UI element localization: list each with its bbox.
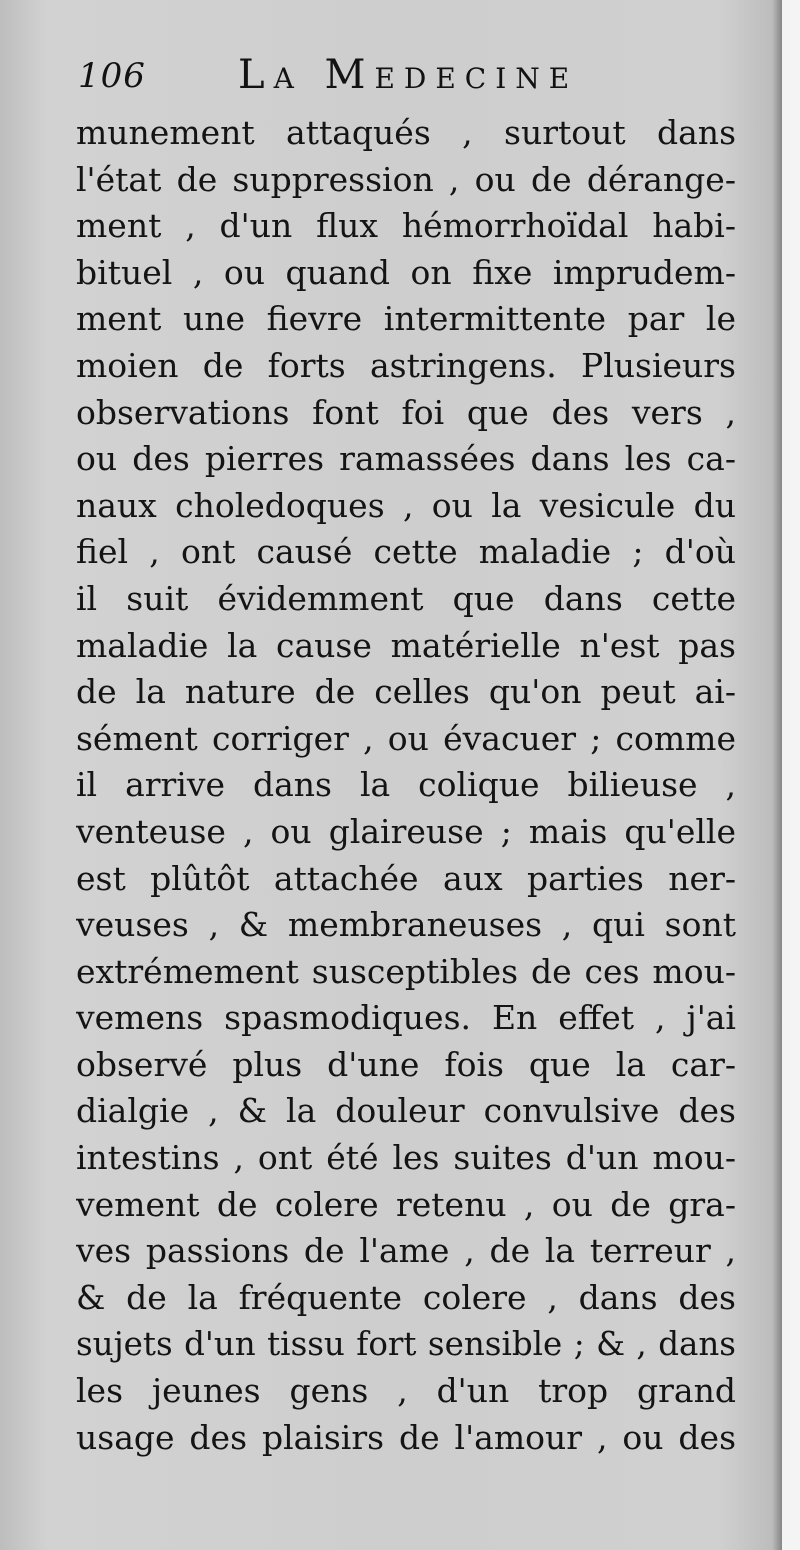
- text-line: est plûtôt attachée aux parties ner-: [76, 858, 736, 898]
- text-line: usage des plaisirs de l'amour , ou des: [76, 1417, 736, 1457]
- text-line: sément corriger , ou évacuer ; comme: [76, 718, 736, 758]
- text-line: venteuse , ou glaireuse ; mais qu'elle: [76, 811, 736, 851]
- text-line: il arrive dans la colique bilieuse ,: [76, 765, 736, 805]
- text-line: bituel , ou quand on fixe imprudem-: [76, 252, 736, 292]
- text-line: sujets d'un tissu fort sensible ; & , dans: [76, 1325, 736, 1364]
- text-line: dialgie , & la douleur convulsive des: [76, 1091, 736, 1131]
- text-line: munement attaqués , surtout dans: [76, 113, 736, 152]
- text-line: vemens spasmodiques. En effet , j'ai: [76, 998, 736, 1038]
- text-line: il suit évidemment que dans cette: [76, 578, 736, 618]
- text-line: naux choledoques , ou la vesicule du: [76, 485, 736, 525]
- text-line: ment , d'un flux hémorrhoïdal habi-: [76, 206, 736, 246]
- page-margin-strip: [782, 0, 800, 1550]
- text-line: l'état de suppression , ou de dérange-: [76, 159, 736, 199]
- text-line: ou des pierres ramassées dans les ca-: [76, 439, 736, 479]
- text-line: veuses , & membraneuses , qui sont: [76, 905, 736, 945]
- running-head: [78, 52, 738, 104]
- text-line: moien de forts astringens. Plusieurs: [76, 345, 736, 385]
- text-line: de la nature de celles qu'on peut ai-: [76, 672, 736, 712]
- page-number: 106: [78, 56, 146, 96]
- text-line: vement de colere retenu , ou de gra-: [76, 1184, 736, 1224]
- text-line: extrémement susceptibles de ces mou-: [76, 951, 736, 991]
- text-line: maladie la cause matérielle n'est pas: [76, 625, 736, 665]
- body-text: [76, 110, 736, 1461]
- text-line: observations font foi que des vers ,: [76, 392, 736, 432]
- text-line: observé plus d'une fois que la car-: [76, 1044, 736, 1084]
- text-line: fiel , ont causé cette maladie ; d'où: [76, 532, 736, 572]
- text-line: intestins , ont été les suites d'un mou-: [76, 1138, 736, 1178]
- page-edge-shadow: [772, 0, 782, 1550]
- text-line: ment une fievre intermittente par le: [76, 299, 736, 339]
- text-line: les jeunes gens , d'un trop grand: [76, 1371, 736, 1411]
- text-line: & de la fréquente colere , dans des: [76, 1277, 736, 1317]
- text-line: ves passions de l'ame , de la terreur ,: [76, 1231, 736, 1271]
- running-title: La Medecine: [238, 52, 579, 98]
